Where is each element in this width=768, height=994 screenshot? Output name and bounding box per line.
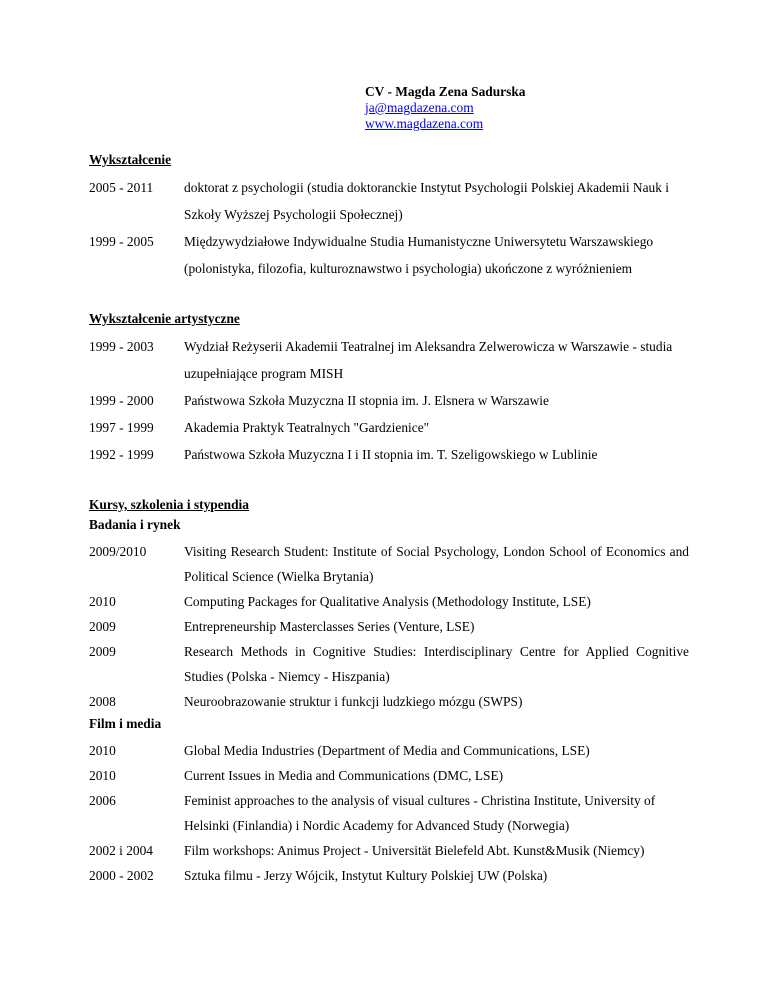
subsection-title-research: Badania i rynek	[89, 517, 181, 532]
entry-text: doktorat z psychologii (studia doktoranckie Instytut Psychologii Polskiej Akademii Nauk i Szkoły Wyższej Psychologii Społecznej)	[184, 180, 669, 222]
entry-years: 2010	[89, 768, 116, 783]
film-entry	[89, 763, 689, 788]
entry-text: Feminist approaches to the analysis of visual cultures - Christina Institute, University of Helsinki (Finlandia) i Nordic Academy for Advanced Study (Norwegia)	[184, 793, 656, 833]
art-education-entry	[89, 441, 689, 468]
film-entry	[89, 838, 689, 863]
art-education-entry	[89, 414, 689, 441]
entry-years: 2009	[89, 619, 116, 634]
entry-text: Państwowa Szkoła Muzyczna II stopnia im. J. Elsnera w Warszawie	[184, 393, 549, 408]
entry-years: 2006	[89, 793, 116, 808]
cv-content	[89, 150, 689, 888]
subsection-title-film: Film i media	[89, 716, 162, 731]
section-title-courses: Kursy, szkolenia i stypendia	[89, 497, 249, 512]
entry-text: Entrepreneurship Masterclasses Series (Venture, LSE)	[184, 619, 475, 634]
art-education-entry	[89, 333, 689, 387]
entry-years: 1999 - 2003	[89, 339, 154, 354]
entry-text: Current Issues in Media and Communications (DMC, LSE)	[184, 768, 504, 783]
section-title-art-education: Wykształcenie artystyczne	[89, 311, 240, 326]
research-entry	[89, 689, 689, 714]
entry-years: 2000 - 2002	[89, 868, 154, 883]
entry-text: Akademia Praktyk Teatralnych "Gardzienice"	[184, 420, 430, 435]
entry-years: 1999 - 2005	[89, 234, 154, 249]
entry-years: 1997 - 1999	[89, 420, 154, 435]
entry-text: Global Media Industries (Department of Media and Communications, LSE)	[184, 743, 590, 758]
education-entry	[89, 174, 689, 228]
entry-years: 1992 - 1999	[89, 447, 154, 462]
section-title-education: Wykształcenie	[89, 152, 172, 167]
entry-years: 2002 i 2004	[89, 843, 153, 858]
entry-text: Neuroobrazowanie struktur i funkcji ludzkiego mózgu (SWPS)	[184, 694, 523, 709]
entry-years: 2009	[89, 644, 116, 659]
entry-years: 2008	[89, 694, 116, 709]
entry-text: Wydział Reżyserii Akademii Teatralnej im Aleksandra Zelwerowicza w Warszawie - studia uzupełniające program MISH	[184, 339, 673, 381]
entry-years: 1999 - 2000	[89, 393, 154, 408]
research-entry	[89, 639, 689, 689]
entry-text: Międzywydziałowe Indywidualne Studia Humanistyczne Uniwersytetu Warszawskiego (polonistyka, filozofia, kulturoznawstwo i psychologia) ukończone z wyróżnieniem	[184, 234, 654, 276]
email-link[interactable]: ja@magdazena.com	[365, 100, 474, 115]
entry-years: 2010	[89, 594, 116, 609]
entry-years: 2009/2010	[89, 544, 147, 559]
education-entry	[89, 228, 689, 282]
entry-text: Computing Packages for Qualitative Analysis (Methodology Institute, LSE)	[184, 594, 591, 609]
entry-years: 2010	[89, 743, 116, 758]
research-entry	[89, 589, 689, 614]
art-education-entry	[89, 387, 689, 414]
entry-text: Visiting Research Student: Institute of Social Psychology, London School of Economics and Political Science (Wielka Brytania)	[184, 544, 689, 584]
cv-title: CV - Magda Zena Sadurska	[365, 84, 526, 99]
entry-text: Film workshops: Animus Project - Universität Bielefeld Abt. Kunst&Musik (Niemcy)	[184, 843, 645, 858]
film-entry	[89, 788, 689, 838]
entry-text: Sztuka filmu - Jerzy Wójcik, Instytut Kultury Polskiej UW (Polska)	[184, 868, 548, 883]
film-entry	[89, 738, 689, 763]
entry-text: Research Methods in Cognitive Studies: Interdisciplinary Centre for Applied Cognitive Studies (Polska - Niemcy - Hiszpania)	[184, 644, 689, 684]
website-link[interactable]: www.magdazena.com	[365, 116, 484, 131]
entry-years: 2005 - 2011	[89, 180, 154, 195]
research-entry	[89, 539, 689, 589]
entry-text: Państwowa Szkoła Muzyczna I i II stopnia im. T. Szeligowskiego w Lublinie	[184, 447, 598, 462]
research-entry	[89, 614, 689, 639]
film-entry	[89, 863, 689, 888]
cv-header	[365, 84, 525, 132]
